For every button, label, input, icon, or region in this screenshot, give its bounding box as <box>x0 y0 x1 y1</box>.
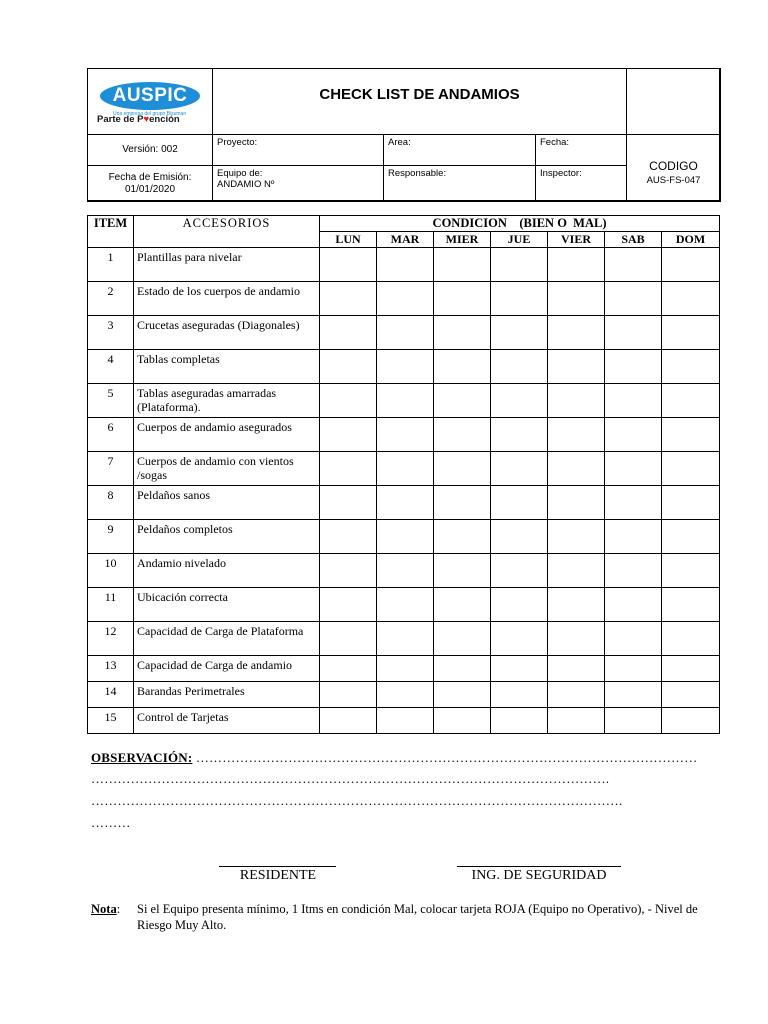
observation-label: OBSERVACIÓN: <box>91 750 193 765</box>
condition-cell[interactable] <box>662 248 720 282</box>
condition-cell[interactable] <box>434 384 491 418</box>
condition-cell[interactable] <box>377 316 434 350</box>
condition-cell[interactable] <box>662 588 720 622</box>
item-number: 1 <box>88 248 134 282</box>
condition-cell[interactable] <box>605 282 662 316</box>
codigo-cell <box>626 134 721 202</box>
condition-cell[interactable] <box>605 656 662 682</box>
table-row <box>88 350 720 384</box>
accessory-name: Tablas aseguradas amarradas (Plataforma). <box>134 384 320 418</box>
accessory-name: Estado de los cuerpos de andamio <box>134 282 320 316</box>
condition-cell[interactable] <box>491 282 548 316</box>
table-row <box>88 384 720 418</box>
table-row <box>88 588 720 622</box>
accessory-name: Plantillas para nivelar <box>134 248 320 282</box>
condition-cell[interactable] <box>605 350 662 384</box>
condition-cell[interactable] <box>491 588 548 622</box>
condition-cell[interactable] <box>548 520 605 554</box>
condition-cell[interactable] <box>434 486 491 520</box>
condition-cell[interactable] <box>434 248 491 282</box>
observation-line-2: ………………………………………………………………………………………………………. <box>91 771 610 786</box>
condition-cell[interactable] <box>491 708 548 734</box>
condition-cell[interactable] <box>662 520 720 554</box>
page-title: CHECK LIST DE ANDAMIOS <box>319 86 520 103</box>
residente-label: RESIDENTE <box>239 868 317 883</box>
logo-sub-suffix: ención <box>149 114 180 125</box>
condition-cell[interactable] <box>548 452 605 486</box>
condition-cell[interactable] <box>605 622 662 656</box>
condition-cell[interactable] <box>377 520 434 554</box>
condition-cell[interactable] <box>320 520 377 554</box>
item-number: 11 <box>88 588 134 622</box>
condition-cell[interactable] <box>662 282 720 316</box>
accessory-name: Cuerpos de andamio asegurados <box>134 418 320 452</box>
condition-cell[interactable] <box>548 682 605 708</box>
observation-line-4: ……… <box>91 815 131 830</box>
emission-date-label: Fecha de Emisión: <box>108 172 192 183</box>
condition-cell[interactable] <box>377 350 434 384</box>
version-text: Versión: 002 <box>122 144 178 155</box>
condition-cell[interactable] <box>377 282 434 316</box>
condition-cell[interactable] <box>548 384 605 418</box>
version-cell <box>87 134 213 166</box>
condition-cell[interactable] <box>605 520 662 554</box>
condition-cell[interactable] <box>320 384 377 418</box>
condition-cell[interactable] <box>605 486 662 520</box>
condition-cell[interactable] <box>605 418 662 452</box>
accessory-name: Andamio nivelado <box>134 554 320 588</box>
fecha-label: Fecha: <box>540 137 570 148</box>
accessory-name: Capacidad de Carga de Plataforma <box>134 622 320 656</box>
condition-cell[interactable] <box>434 708 491 734</box>
condition-cell[interactable] <box>377 418 434 452</box>
table-row <box>88 418 720 452</box>
condition-cell[interactable] <box>491 316 548 350</box>
condition-cell[interactable] <box>491 682 548 708</box>
condition-cell[interactable] <box>434 350 491 384</box>
heart-icon: ♥ <box>143 114 150 125</box>
equipo-cell <box>212 165 384 202</box>
condition-cell[interactable] <box>434 682 491 708</box>
table-row <box>88 486 720 520</box>
condition-cell[interactable] <box>434 622 491 656</box>
condition-cell[interactable] <box>548 350 605 384</box>
accessory-name: Tablas completas <box>134 350 320 384</box>
condition-cell[interactable] <box>320 248 377 282</box>
responsable-label: Responsable: <box>388 168 447 179</box>
condition-cell[interactable] <box>377 588 434 622</box>
condition-cell[interactable] <box>548 248 605 282</box>
condition-cell[interactable] <box>434 588 491 622</box>
condition-cell[interactable] <box>662 418 720 452</box>
table-row <box>88 708 720 734</box>
day-header-2: MIER <box>434 232 491 248</box>
condition-cell[interactable] <box>662 656 720 682</box>
condition-cell[interactable] <box>491 656 548 682</box>
accessory-name: Control de Tarjetas <box>134 708 320 734</box>
residente-signature-line <box>219 866 336 867</box>
logo-subtitle <box>97 114 180 125</box>
condition-cell[interactable] <box>377 486 434 520</box>
condition-cell[interactable] <box>320 418 377 452</box>
condition-cell[interactable] <box>662 708 720 734</box>
condition-cell[interactable] <box>662 682 720 708</box>
equipo-value: ANDAMIO Nº <box>217 179 275 190</box>
condition-cell[interactable] <box>662 316 720 350</box>
item-number: 12 <box>88 622 134 656</box>
condition-cell[interactable] <box>377 656 434 682</box>
condition-cell[interactable] <box>320 282 377 316</box>
note-text: Si el Equipo presenta mínimo, 1 Itms en condición Mal, colocar tarjeta ROJA (Equipo no Operativo), - Nivel de Riesgo Muy Alto. <box>137 902 698 932</box>
item-number: 13 <box>88 656 134 682</box>
auspic-logo: AUSPIC <box>100 82 200 110</box>
proyecto-cell <box>212 134 384 166</box>
table-row <box>88 622 720 656</box>
logo-tagline: Una empresa del grupo Bisuman <box>113 111 187 117</box>
condition-cell[interactable] <box>662 350 720 384</box>
item-number: 5 <box>88 384 134 418</box>
condition-cell[interactable] <box>434 282 491 316</box>
condition-cell[interactable] <box>491 520 548 554</box>
observation-line-3: …………………………………………………………………………………………………………. <box>91 793 623 808</box>
condition-cell[interactable] <box>377 452 434 486</box>
condition-cell[interactable] <box>605 588 662 622</box>
col-item-header: ITEM <box>88 216 134 248</box>
condition-cell[interactable] <box>548 282 605 316</box>
condition-cell[interactable] <box>491 452 548 486</box>
codigo-value: AUS-FS-047 <box>646 175 701 186</box>
accessory-name: Ubicación correcta <box>134 588 320 622</box>
item-number: 8 <box>88 486 134 520</box>
condition-cell[interactable] <box>605 248 662 282</box>
condition-cell[interactable] <box>320 708 377 734</box>
logo-cell <box>87 68 213 135</box>
accessory-name: Peldaños completos <box>134 520 320 554</box>
condition-cell[interactable] <box>377 554 434 588</box>
document-header <box>87 68 720 201</box>
codigo-label: CODIGO <box>649 159 698 173</box>
condition-cell[interactable] <box>491 350 548 384</box>
item-number: 15 <box>88 708 134 734</box>
condition-cell[interactable] <box>377 248 434 282</box>
condition-cell[interactable] <box>491 554 548 588</box>
condition-cell[interactable] <box>377 682 434 708</box>
condition-cell[interactable] <box>377 708 434 734</box>
day-header-5: SAB <box>605 232 662 248</box>
accessory-name: Peldaños sanos <box>134 486 320 520</box>
item-number: 3 <box>88 316 134 350</box>
fecha-cell <box>535 134 627 166</box>
seguridad-label: ING. DE SEGURIDAD <box>471 868 607 883</box>
condition-cell[interactable] <box>605 452 662 486</box>
condition-cell[interactable] <box>434 418 491 452</box>
table-row <box>88 248 720 282</box>
table-row <box>88 554 720 588</box>
table-row <box>88 282 720 316</box>
condition-cell[interactable] <box>320 622 377 656</box>
inspector-label: Inspector: <box>540 168 582 179</box>
condition-cell[interactable] <box>548 418 605 452</box>
condition-cell[interactable] <box>605 384 662 418</box>
table-row <box>88 316 720 350</box>
condition-cell[interactable] <box>434 520 491 554</box>
condition-cell[interactable] <box>491 486 548 520</box>
condition-cell[interactable] <box>548 554 605 588</box>
item-number: 10 <box>88 554 134 588</box>
condition-cell[interactable] <box>548 656 605 682</box>
condition-cell[interactable] <box>605 316 662 350</box>
logo-sub-prefix: Parte de P <box>97 114 144 125</box>
condition-cell[interactable] <box>434 452 491 486</box>
condition-cell[interactable] <box>320 452 377 486</box>
condition-cell[interactable] <box>320 350 377 384</box>
day-header-3: JUE <box>491 232 548 248</box>
condition-cell[interactable] <box>662 452 720 486</box>
condition-cell[interactable] <box>605 682 662 708</box>
accessory-name: Capacidad de Carga de andamio <box>134 656 320 682</box>
condition-cell[interactable] <box>548 316 605 350</box>
condition-cell[interactable] <box>548 622 605 656</box>
header-empty-cell <box>626 68 721 135</box>
inspector-cell <box>535 165 627 202</box>
condition-cell[interactable] <box>491 248 548 282</box>
condition-cell[interactable] <box>662 486 720 520</box>
condition-cell[interactable] <box>377 622 434 656</box>
condition-cell[interactable] <box>548 486 605 520</box>
condition-cell[interactable] <box>320 656 377 682</box>
item-number: 2 <box>88 282 134 316</box>
col-accesorios-header: ACCESORIOS <box>134 216 320 248</box>
item-number: 9 <box>88 520 134 554</box>
note-label-text: Nota <box>91 902 117 916</box>
accessory-name: Barandas Perimetrales <box>134 682 320 708</box>
table-row <box>88 656 720 682</box>
item-number: 7 <box>88 452 134 486</box>
condition-cell[interactable] <box>491 418 548 452</box>
title-cell <box>212 68 627 135</box>
day-header-1: MAR <box>377 232 434 248</box>
condition-cell[interactable] <box>434 656 491 682</box>
condition-cell[interactable] <box>605 708 662 734</box>
condition-cell[interactable] <box>662 384 720 418</box>
emission-date-value: 01/01/2020 <box>124 184 176 195</box>
condition-cell[interactable] <box>320 682 377 708</box>
condition-cell[interactable] <box>491 622 548 656</box>
condition-cell[interactable] <box>662 554 720 588</box>
note-label: Nota: <box>91 902 121 916</box>
condition-cell[interactable] <box>320 588 377 622</box>
observation-dots-1: …………………………………………………………………………………………………… <box>195 750 698 765</box>
emission-date-cell <box>87 165 213 202</box>
accessory-name: Cuerpos de andamio con vientos /sogas <box>134 452 320 486</box>
col-condicion-header: CONDICION (BIEN O MAL) <box>320 216 720 232</box>
table-row <box>88 452 720 486</box>
item-number: 14 <box>88 682 134 708</box>
observation-line-1 <box>91 750 697 766</box>
condition-cell[interactable] <box>548 708 605 734</box>
condition-cell[interactable] <box>662 622 720 656</box>
item-number: 6 <box>88 418 134 452</box>
day-header-0: LUN <box>320 232 377 248</box>
table-row <box>88 520 720 554</box>
condition-cell[interactable] <box>605 554 662 588</box>
condition-cell[interactable] <box>377 384 434 418</box>
condition-cell[interactable] <box>320 486 377 520</box>
condition-cell[interactable] <box>491 384 548 418</box>
condition-cell[interactable] <box>320 554 377 588</box>
accessory-name: Crucetas aseguradas (Diagonales) <box>134 316 320 350</box>
day-header-4: VIER <box>548 232 605 248</box>
seguridad-signature-line <box>457 866 621 867</box>
day-header-6: DOM <box>662 232 720 248</box>
proyecto-label: Proyecto: <box>217 137 258 148</box>
item-number: 4 <box>88 350 134 384</box>
area-label: Area: <box>388 137 411 148</box>
condition-cell[interactable] <box>434 554 491 588</box>
responsable-cell <box>383 165 536 202</box>
area-cell <box>383 134 536 166</box>
condition-cell[interactable] <box>320 316 377 350</box>
condition-cell[interactable] <box>548 588 605 622</box>
table-row <box>88 682 720 708</box>
equipo-label: Equipo de: <box>217 168 263 179</box>
condition-cell[interactable] <box>434 316 491 350</box>
checklist-table <box>87 215 720 734</box>
